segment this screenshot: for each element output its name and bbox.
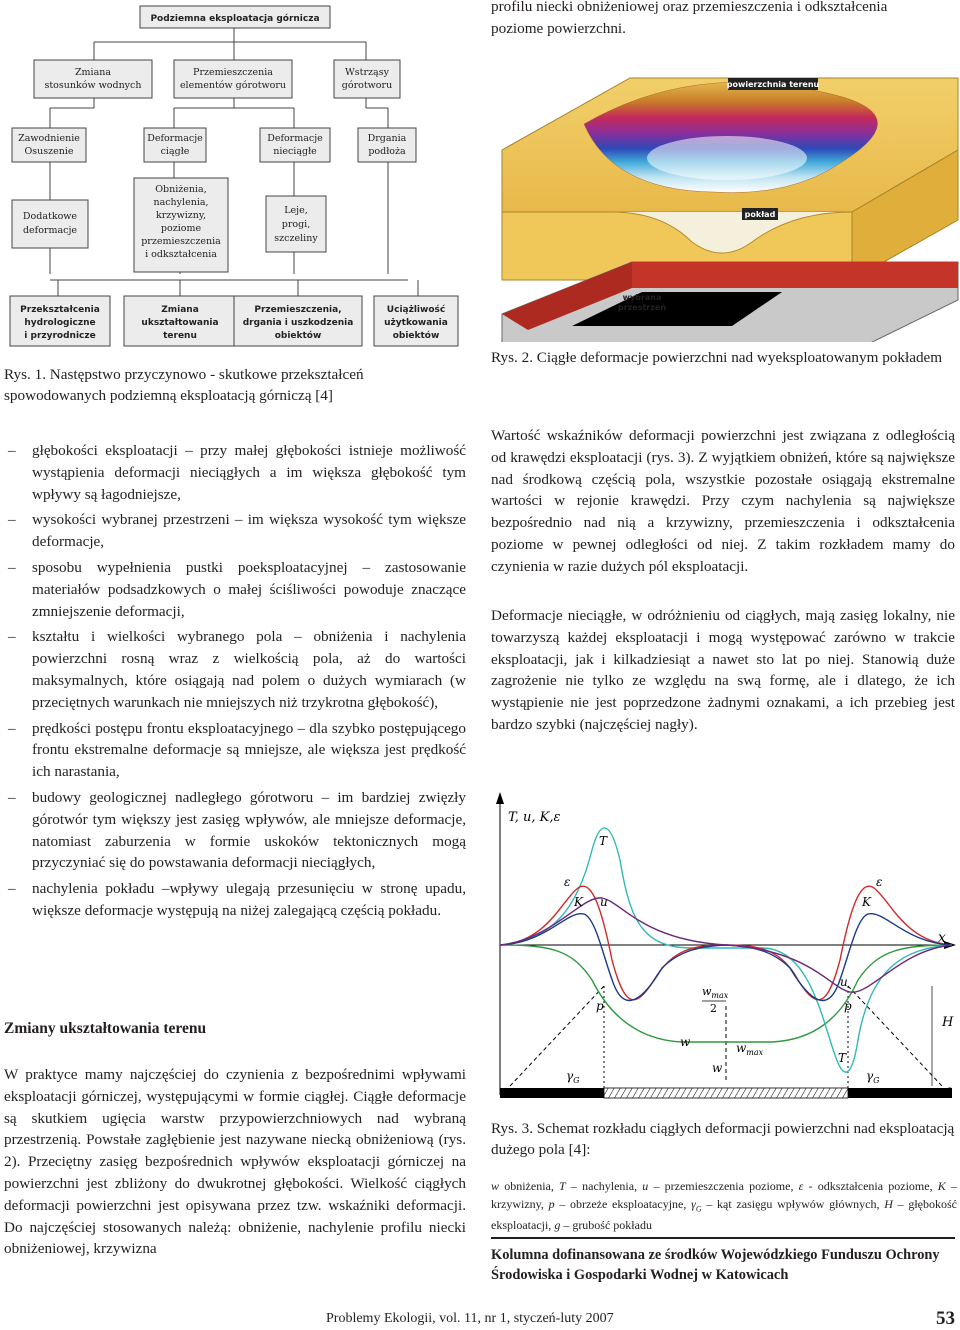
figure-3-caption: Rys. 3. Schemat rozkładu ciągłych deformacji powierzchni nad eksploatacją dużego pola [4]: (491, 1120, 955, 1158)
figure-3-deformation-chart (492, 790, 958, 1110)
figure-1-flowchart (8, 4, 460, 354)
svg-text:hydrologiczne: hydrologiczne (24, 318, 96, 328)
svg-text:u: u (840, 975, 848, 989)
svg-text:γG: $\gamma_G$ (866, 1069, 880, 1085)
svg-text:K: K (574, 895, 583, 909)
bullet-item: – prędkości postępu frontu eksploatacyjnego – dla szybko postępującego frontu ekstremalne deformacje są mniejsze, ale większa jest prędkość ich narastania, (8, 719, 466, 781)
figure-3-legend: w obniżenia, T – nachylenia, u – przemieszczenia poziome, ε - odkształcenia poziome, K – krzywizny, p – obrzeże eksploatacyjne, $\gamma_G$ – kąt zasięgu wpływów głównych, H – głębokość eksploatacji, g – grubość pokładu (491, 1179, 957, 1233)
bullet-item: – wysokości wybranej przestrzeni – im większa wysokość tym większe deformacje, (8, 511, 466, 551)
svg-text:Wstrząsy: Wstrząsy (345, 67, 389, 78)
top-right-text: profilu niecki obniżeniowej oraz przemieszczenia i odkształcenia poziome powierzchni. (491, 0, 888, 37)
svg-text:ukształtowania: ukształtowania (141, 318, 219, 328)
svg-text:Zmiana: Zmiana (74, 67, 112, 78)
section-heading: Zmiany ukształtowania terenu (4, 1020, 207, 1037)
svg-text:ε: ε (564, 875, 571, 889)
svg-text:powierzchnia terenu: powierzchnia terenu (726, 80, 820, 89)
svg-text:krzywizny,: krzywizny, (155, 210, 207, 221)
right-paragraph-1: Wartość wskaźników deformacji powierzchni jest związana z odległością od krawędzi eksploatacji (rys. 3). Z wyjątkiem obniżeń, które są największe nad środkową częścią pola, wszystkie pozostałe osiągają ekstremalne wartości w rejonie krawędzi. Przy czym nachylenia są największe bezpośrednio nad nią a krzywizny, przemieszczenia i odkształcenia poziome w pewnej odległości od niej. Z takim rozkładem mamy do czynienia w razie dużych pól eksploatacji. (491, 427, 955, 575)
svg-text:i przyrodnicze: i przyrodnicze (24, 331, 96, 341)
svg-text:nachylenia,: nachylenia, (153, 197, 209, 208)
svg-text:Podziemna eksploatacja górnicz: Podziemna eksploatacja górnicza (150, 14, 320, 24)
svg-text:terenu: terenu (163, 331, 197, 341)
bullet-item: – nachylenia pokładu –wpływy ulegają przesunięciu w stronę upadu, większe deformacje występują na niżej zalegającą częścią pokładu. (8, 880, 466, 919)
svg-text:T, u, K,ε: T, u, K,ε (508, 810, 561, 825)
svg-text:Uciążliwość: Uciążliwość (386, 305, 446, 315)
svg-text:K: K (862, 895, 871, 909)
svg-text:Obniżenia,: Obniżenia, (155, 184, 207, 195)
svg-text:drgania i uszkodzenia: drgania i uszkodzenia (242, 318, 354, 328)
journal-footer: Problemy Ekologii, vol. 11, nr 1, styczeń-luty 2007 (326, 1311, 614, 1326)
curve-eps (500, 886, 952, 1000)
svg-text:Osuszenie: Osuszenie (24, 146, 74, 157)
svg-text:Przekształcenia: Przekształcenia (20, 305, 100, 315)
svg-text:Deformacje: Deformacje (267, 133, 323, 144)
svg-text:Przemieszczenia: Przemieszczenia (193, 67, 273, 78)
left-paragraph: W praktyce mamy najczęściej do czynienia z bezpośrednimi wpływami eksploatacji górniczej, występującymi w formie ciągłej. Ciągłe deformacje są skutkiem ugięcia warstw przypowierzchniowych nad wybraną przestrzenią. Powstałe zagłębienie jest nazywane niecką obniżeniową (rys. 2). Przeciętny zasięg bezpośrednich wpływów eksploatacji górniczej na powierzchni jest zbliżony do dwukrotnej głębokości. Wielkość ciągłych deformacji powierzchni jest opisywana przez tzw. wskaźniki deformacji. Do najczęściej stosowanych należą: obniżenie, nachylenie profilu niecki obniżeniowej, krzywizna (4, 1066, 466, 1258)
figure-1-caption: Rys. 1. Następstwo przyczynowo - skutkowe przekształceń spowodowanych podziemną eksploatacją górniczą [4] (4, 366, 364, 404)
svg-text:deformacje: deformacje (22, 225, 78, 236)
svg-text:Leje,: Leje, (284, 205, 308, 216)
figure-2-subsidence-diagram (492, 52, 960, 342)
curve-K (500, 914, 952, 1001)
svg-text:stosunków wodnych: stosunków wodnych (44, 80, 142, 91)
factor-list (4, 440, 466, 926)
svg-text:p: p (596, 999, 604, 1013)
svg-text:p: p (844, 999, 852, 1013)
svg-text:T: T (599, 834, 608, 848)
svg-text:poziome: poziome (160, 223, 202, 234)
svg-text:Deformacje: Deformacje (147, 133, 203, 144)
svg-text:wmax: $w_{max}$ (736, 1041, 764, 1057)
bullet-item: – sposobu wypełnienia pustki poeksploatacyjnej – zastosowanie materiałów podsadzkowych o małej ściśliwości powoduje znaczące zmniejszenie deformacji, (8, 558, 466, 620)
funding-note: Kolumna dofinansowana ze środków Wojewódzkiego Funduszu Ochrony Środowiska i Gospodarki Wodnej w Katowicach (491, 1247, 940, 1283)
svg-text:i odkształcenia: i odkształcenia (145, 249, 217, 260)
svg-text:użytkowania: użytkowania (384, 318, 448, 328)
svg-text:przestrzeń: przestrzeń (617, 303, 667, 312)
svg-text:elementów górotworu: elementów górotworu (179, 80, 287, 91)
svg-text:górotworu: górotworu (341, 80, 393, 91)
svg-text:progi,: progi, (281, 219, 311, 230)
right-paragraph-2: Deformacje nieciągłe, w odróżnieniu od ciągłych, mają zasięg lokalny, nie towarzyszą każdej eksploatacji i mogą występować zarówno w trakcie eksploatacji, jak i kilkadziesiąt a nawet sto lat po niej. Stanowią duże zagrożenie nie tylko ze względu na swą formę, ale i dlatego, że ich wystąpienie nie jest poprzedzone żadnymi oznakami, a ich przebieg jest bardzo szybki (najczęściej nagły). (491, 607, 955, 733)
svg-text:x: x (938, 930, 946, 946)
funding-rule (491, 1237, 955, 1239)
svg-text:w: w (680, 1035, 691, 1049)
bullet-item: – głębokości eksploatacji – przy małej głębokości istnieje możliwość wystąpienia deformacji nieciągłych a im większa głębokość tym wpływy są łagodniejsze, (8, 442, 466, 503)
svg-text:ciągłe: ciągłe (160, 146, 190, 157)
svg-text:Drgania: Drgania (367, 133, 407, 144)
svg-text:Przemieszczenia,: Przemieszczenia, (254, 305, 342, 315)
bullet-item: – kształtu i wielkości wybranego pola – obniżenia i nachylenia powierzchni rosną wraz z wielkością pola, aż do wartości maksymalnych, które osiągają nad polem o dużych wymiarach (w przeciętnych warunkach nie mniejszych niż trzykrotna głębokość), (8, 628, 466, 711)
svg-text:w: w (712, 1061, 723, 1075)
svg-text:ε: ε (876, 875, 883, 889)
svg-text:wybrana: wybrana (622, 293, 662, 302)
svg-text:pokład: pokład (744, 210, 776, 219)
svg-text:Zawodnienie: Zawodnienie (18, 133, 80, 144)
svg-text:T: T (838, 1051, 847, 1065)
svg-text:Zmiana: Zmiana (161, 305, 199, 315)
svg-text:2: 2 (710, 1002, 717, 1015)
svg-text:Dodatkowe: Dodatkowe (22, 211, 78, 222)
bullet-item: – budowy geologicznej nadległego górotworu – im bardziej zwięzły górotwór tym większy jest zasięg wpływów, ale mniejsze deformacje, natomiast zaburzenia w formie uskoków tektonicznych mogą przyczyniać się do powstawania deformacji nieciągłych, (8, 788, 466, 872)
svg-text:g: g (944, 1083, 952, 1097)
svg-text:H: H (942, 1015, 954, 1030)
svg-text:obiektów: obiektów (274, 331, 322, 341)
page-number: 53 (936, 1308, 955, 1329)
svg-text:przemieszczenia: przemieszczenia (141, 236, 221, 247)
figure-2-caption: Rys. 2. Ciągłe deformacje powierzchni nad wyeksploatowanym pokładem (491, 349, 943, 366)
svg-text:szczeliny: szczeliny (274, 233, 318, 244)
svg-text:u: u (600, 895, 608, 909)
svg-text:wmax: $w_{max}$ (702, 985, 729, 1000)
svg-text:γG: $\gamma_G$ (566, 1069, 580, 1085)
svg-text:obiektów: obiektów (392, 331, 440, 341)
svg-text:nieciągłe: nieciągłe (273, 146, 317, 157)
svg-text:podłoża: podłoża (368, 146, 406, 157)
